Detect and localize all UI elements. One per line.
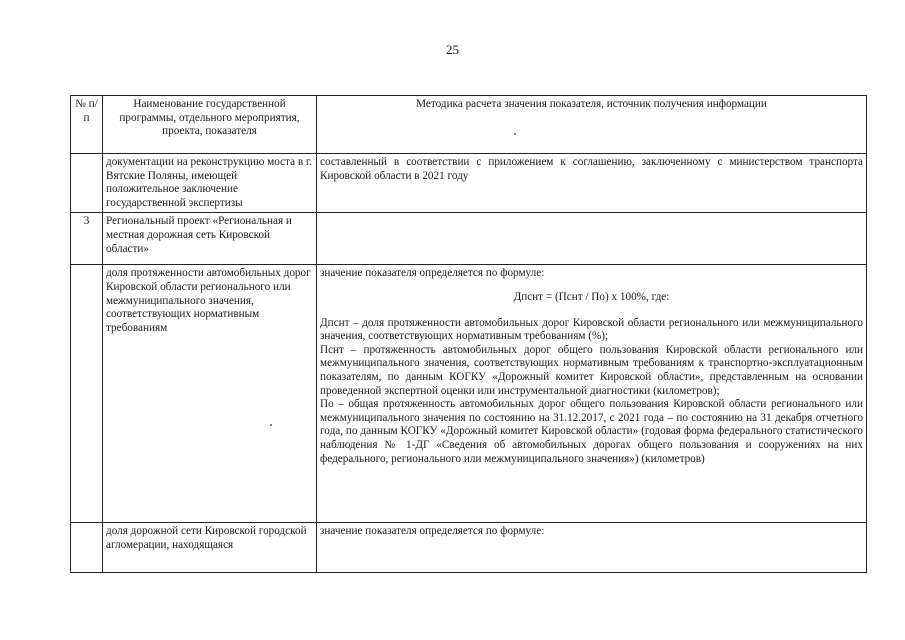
header-method: Методика расчета значения показателя, источник получения информации bbox=[317, 96, 867, 154]
definition-dpsnt: Дпснт – доля протяженности автомобильных дорог Кировской области регионального или межмуниципального значения, соответствующих нормативным требованиям (%); bbox=[320, 316, 863, 343]
table-row bbox=[71, 523, 867, 573]
page-number: 25 bbox=[446, 42, 459, 57]
definition-psnt: Пснт – протяженность автомобильных дорог общего пользования Кировской области регионального или межмуниципального значения, соответствующих нормативным требованиям к транспортно-эксплуатационным показателям, по данным КОГКУ «Дорожный комитет Кировской области», представленным на основании проведенной экспертной оценки или инструментальной диагностики (километров); bbox=[320, 343, 863, 397]
row-num bbox=[71, 265, 103, 523]
row-num bbox=[71, 523, 103, 573]
formula: Дпснт = (Пснт / По) х 100%, где: bbox=[513, 290, 670, 303]
row-method bbox=[317, 213, 867, 265]
row-num: 3 bbox=[71, 213, 103, 265]
row-name: доля дорожной сети Кировской городской агломерации, находящаяся bbox=[103, 523, 317, 573]
header-num: № п/п bbox=[71, 96, 103, 154]
scan-speck bbox=[514, 133, 516, 135]
row-method: значение показателя определяется по формуле: bbox=[317, 523, 867, 573]
table-row bbox=[71, 213, 867, 265]
method-intro: значение показателя определяется по формуле: bbox=[320, 267, 545, 280]
indicator-table bbox=[70, 95, 867, 573]
row-name: Региональный проект «Региональная и местная дорожная сеть Кировской области» bbox=[103, 213, 317, 265]
table-row bbox=[71, 265, 867, 523]
definition-po: По – общая протяженность автомобильных дорог общего пользования Кировской области регионального или межмуниципального значения по состоянию на 31.12.2017, с 2021 года – по состоянию на 31 декабря отчетного года, по данным КОГКУ «Дорожный комитет Кировской области» (годовая форма федерального статистического наблюдения № 1-ДГ «Сведения об автомобильных дорогах общего пользования и сооружениях на них федерального, регионального или межмуниципального значения») (километров) bbox=[320, 398, 863, 465]
row-name: доля протяженности автомобильных дорог Кировской области регионального или межмуниципального значения, соответствующих нормативным требованиям bbox=[103, 265, 317, 523]
row-num bbox=[71, 154, 103, 213]
scan-speck bbox=[270, 424, 272, 426]
table-header-row bbox=[71, 96, 867, 154]
table-row bbox=[71, 154, 867, 213]
row-name: документации на реконструкцию моста в г. Вятские Поляны, имеющей положительное заключение государственной экспертизы bbox=[103, 154, 317, 213]
header-name: Наименование государственной программы, отдельного мероприятия, проекта, показателя bbox=[103, 96, 317, 154]
row-method bbox=[317, 265, 867, 523]
row-method: составленный в соответствии с приложением к соглашению, заключенному с министерством транспорта Кировской области в 2021 году bbox=[317, 154, 867, 213]
